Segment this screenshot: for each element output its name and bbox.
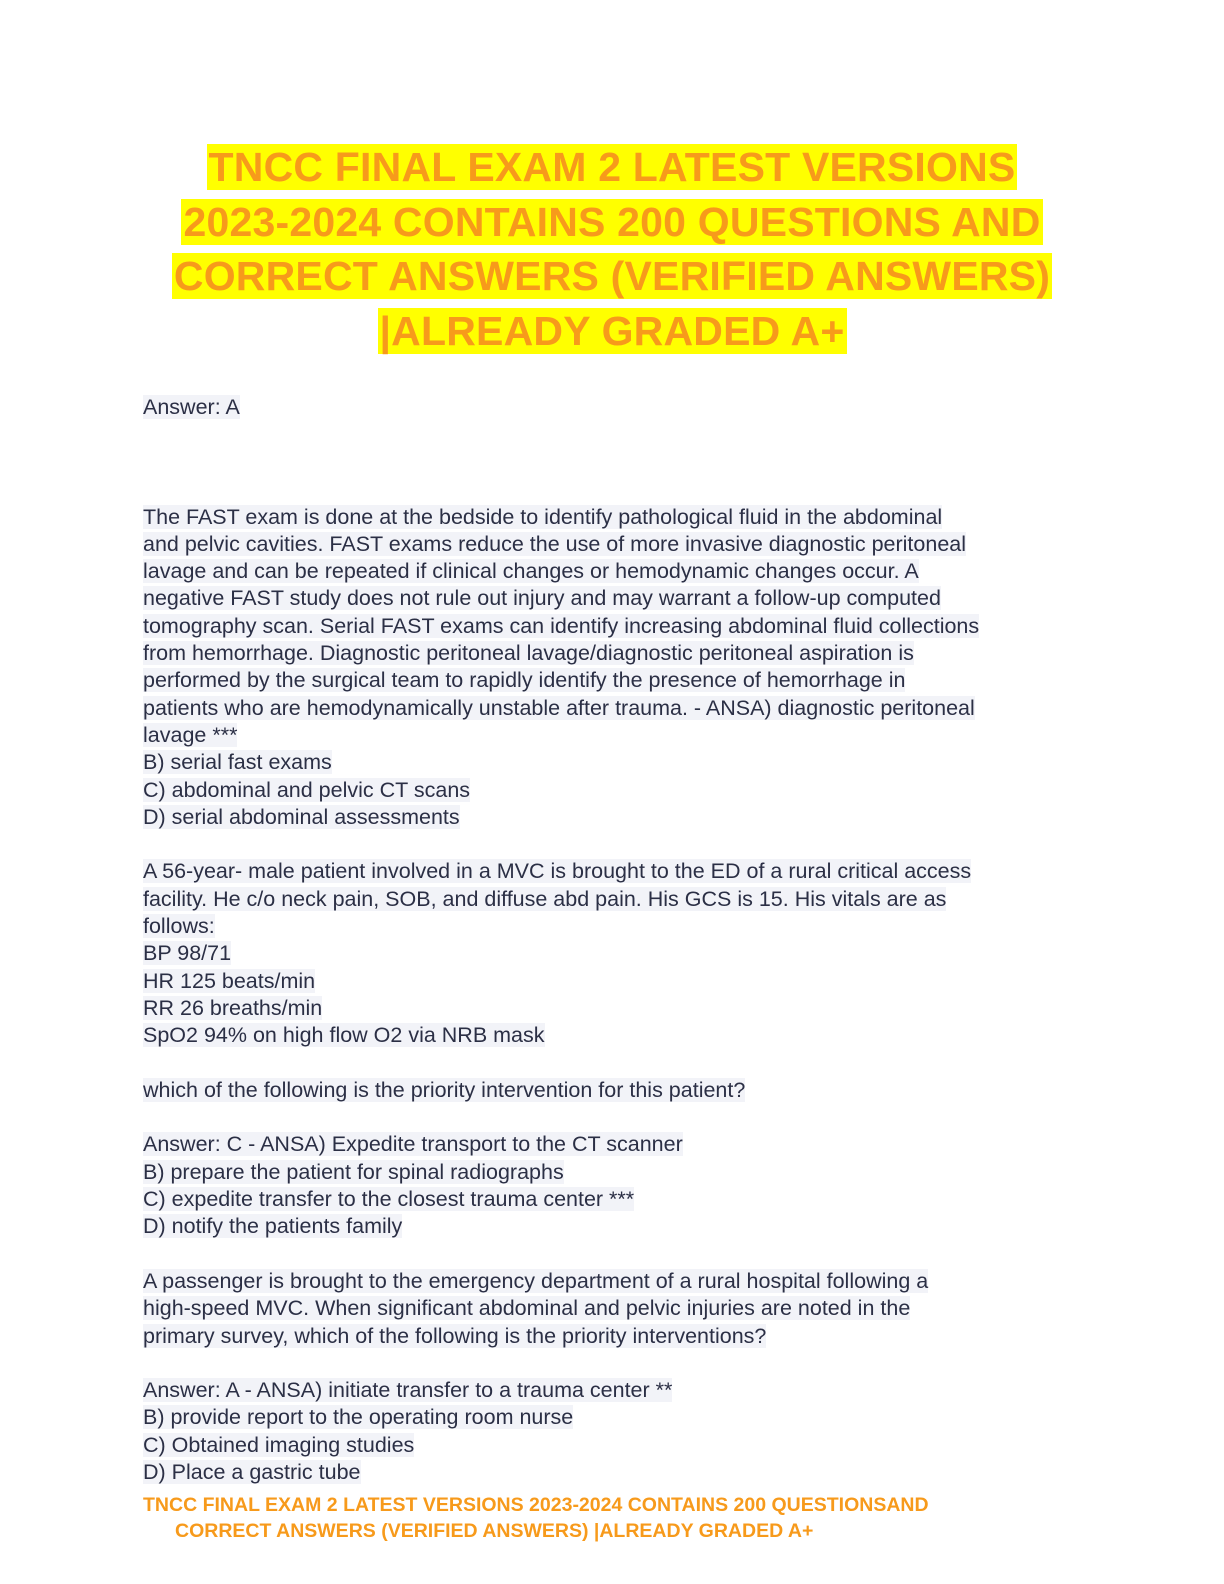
- text-line: facility. He c/o neck pain, SOB, and diffuse abd pain. His GCS is 15. His vitals are as: [143, 886, 947, 911]
- title-line: CORRECT ANSWERS (VERIFIED ANSWERS): [173, 253, 1051, 299]
- text-line: lavage ***: [143, 722, 238, 747]
- vital-sign: HR 125 beats/min: [143, 968, 316, 993]
- answer-option: B) serial fast exams: [143, 750, 332, 775]
- text-line: A 56-year- male patient involved in a MVC is brought to the ED of a rural critical access: [143, 859, 972, 884]
- vital-sign: BP 98/71: [143, 941, 232, 966]
- title-line: TNCC FINAL EXAM 2 LATEST VERSIONS: [208, 144, 1016, 190]
- text-line: from hemorrhage. Diagnostic peritoneal lavage/diagnostic peritoneal aspiration is: [143, 641, 914, 666]
- text-line: high-speed MVC. When significant abdominal and pelvic injuries are noted in the: [143, 1296, 911, 1321]
- answer-option: D) notify the patients family: [143, 1214, 403, 1239]
- text-line: lavage and can be repeated if clinical changes or hemodynamic changes occur. A: [143, 559, 919, 584]
- footer-line: CORRECT ANSWERS (VERIFIED ANSWERS) |ALREADY GRADED A+: [175, 1520, 814, 1542]
- question-2-answers: [143, 1131, 1103, 1240]
- text-line: patients who are hemodynamically unstable after trauma. - ANSA) diagnostic peritoneal: [143, 695, 975, 720]
- text-line: performed by the surgical team to rapidly identify the presence of hemorrhage in: [143, 668, 906, 693]
- text-line: tomography scan. Serial FAST exams can identify increasing abdominal fluid collections: [143, 613, 980, 638]
- page-footer: [143, 1492, 1143, 1544]
- answer-option: C) Obtained imaging studies: [143, 1432, 415, 1457]
- answer-option: Answer: C - ANSA) Expedite transport to the CT scanner: [143, 1132, 683, 1157]
- answer-option: D) serial abdominal assessments: [143, 804, 460, 829]
- answer-option: D) Place a gastric tube: [143, 1459, 361, 1484]
- text-line: follows:: [143, 914, 215, 939]
- text-line: A passenger is brought to the emergency department of a rural hospital following a: [143, 1268, 929, 1293]
- question-2-stem: [143, 858, 1103, 1049]
- text-line: negative FAST study does not rule out injury and may warrant a follow-up computed: [143, 586, 941, 611]
- answer-option: B) prepare the patient for spinal radiographs: [143, 1159, 564, 1184]
- vital-sign: RR 26 breaths/min: [143, 995, 323, 1020]
- document-body: [143, 394, 1103, 1486]
- vital-sign: SpO2 94% on high flow O2 via NRB mask: [143, 1023, 545, 1048]
- answer-option: C) abdominal and pelvic CT scans: [143, 777, 471, 802]
- text-line: and pelvic cavities. FAST exams reduce the use of more invasive diagnostic peritoneal: [143, 531, 967, 556]
- answer-line: Answer: A: [143, 395, 240, 419]
- title-line: |ALREADY GRADED A+: [379, 307, 845, 354]
- text-line: primary survey, which of the following is the priority interventions?: [143, 1323, 767, 1348]
- question-3-answers: [143, 1377, 1103, 1486]
- answer-option: Answer: A - ANSA) initiate transfer to a trauma center **: [143, 1378, 673, 1403]
- footer-line: TNCC FINAL EXAM 2 LATEST VERSIONS 2023-2024 CONTAINS 200 QUESTIONSAND: [143, 1494, 929, 1516]
- answer-option: B) provide report to the operating room nurse: [143, 1405, 574, 1430]
- fast-explanation-paragraph: [143, 504, 1103, 832]
- text-line: The FAST exam is done at the bedside to identify pathological fluid in the abdominal: [143, 504, 943, 529]
- document-title: [130, 140, 1094, 358]
- answer-option: C) expedite transfer to the closest trauma center ***: [143, 1187, 635, 1212]
- question-3-stem: [143, 1268, 1103, 1350]
- title-line: 2023-2024 CONTAINS 200 QUESTIONS AND: [183, 198, 1041, 245]
- question-2-prompt: which of the following is the priority intervention for this patient?: [143, 1077, 746, 1102]
